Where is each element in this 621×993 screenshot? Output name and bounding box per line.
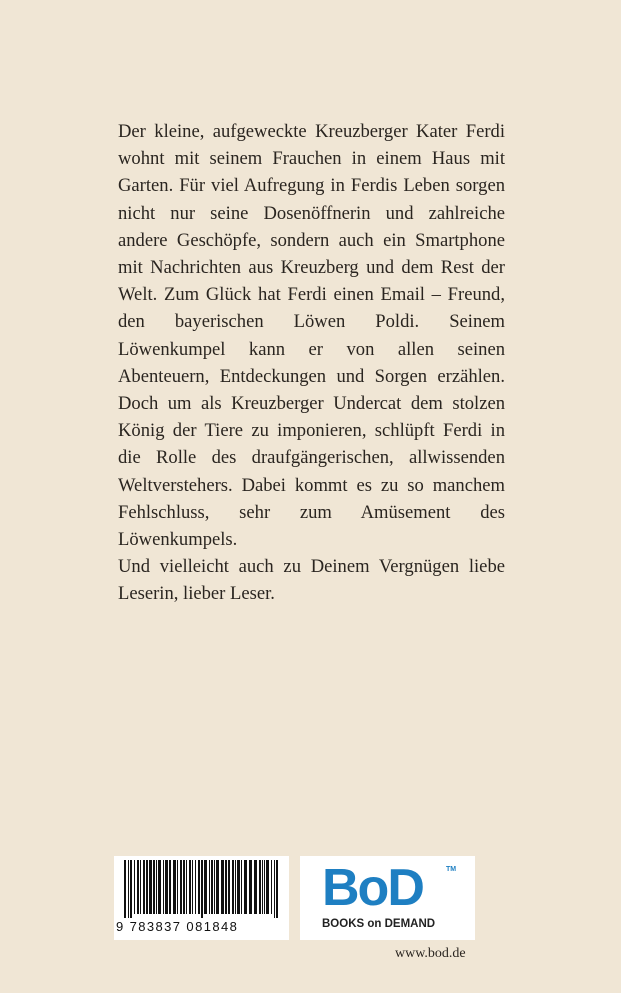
publisher-logo-box <box>300 856 475 940</box>
blurb-paragraph: Und vielleicht auch zu Deinem Vergnügen liebe Leserin, lieber Leser. <box>118 556 505 605</box>
publisher-tagline: BOOKS on DEMAND <box>322 918 436 930</box>
blurb-paragraph: Der kleine, aufgeweckte Kreuzberger Kater Ferdi wohnt mit seinem Frauchen in einem Haus mit Garten. Für viel Aufregung in Ferdis Leben sorgen nicht nur seine Dosenöffnerin und zahlreiche andere Geschöpfe, sondern auch ein Smartphone mit Nachrichten aus Kreuzberg und dem Rest der Welt. Zum Glück hat Ferdi einen Email – Freund, den bayerischen Löwen Poldi. Seinem Löwenkumpel kann er von allen seinen Abenteuern, Entdeckungen und Sorgen erzählen. Doch um als Kreuzberger Undercat dem stolzen König der Tiere zu imponieren, schlüpft Ferdi in die Rolle des draufgängerischen, allwissenden Weltverstehers. Dabei kommt es zu so manchem Fehlschluss, sehr zum Amüsement des Löwenkumpels. <box>118 121 505 551</box>
isbn-digits: 9 783837 081848 <box>116 919 239 934</box>
isbn-barcode <box>114 856 289 940</box>
trademark-mark: TM <box>446 866 457 873</box>
publisher-website: www.bod.de <box>395 946 466 961</box>
barcode-bars <box>122 860 282 918</box>
bod-logo: BoD <box>322 859 423 917</box>
back-cover-blurb <box>118 118 505 608</box>
